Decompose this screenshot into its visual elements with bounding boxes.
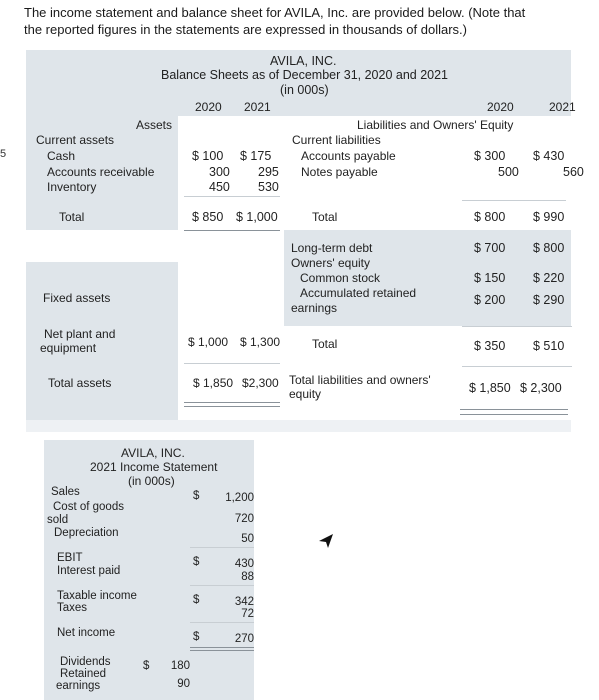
ap-label: Accounts payable [301, 149, 396, 163]
bs-title: Balance Sheets as of December 31, 2020 and 2021 [161, 68, 449, 82]
are-label-1: Accumulated retained [300, 286, 417, 300]
np-2021: 560 [563, 165, 584, 179]
tle-2021: $ 2,300 [520, 381, 562, 395]
ar-2021: 295 [258, 165, 279, 179]
total-assets-rule-1 [184, 402, 280, 403]
ebit-value: 430 [234, 558, 254, 570]
cl-subtotal-rule [462, 200, 566, 201]
net-income-currency: $ [193, 631, 200, 643]
net-plant-2021: $ 1,300 [240, 335, 281, 349]
taxable-value: 342 [234, 596, 254, 608]
ltd-label: Long-term debt [291, 241, 373, 255]
oe-total-2020: $ 350 [474, 339, 506, 353]
cash-2021: $ 175 [240, 149, 272, 163]
ar-2020: 300 [209, 165, 230, 179]
oe-total-2021: $ 510 [533, 339, 565, 353]
retained-value: 90 [177, 678, 190, 690]
intro-line-2: the reported figures in the statements are expressed in thousands of dollars.) [24, 22, 467, 37]
inventory-2021: 530 [258, 180, 279, 194]
total-assets-2021: $2,300 [242, 376, 279, 390]
intro-line-1: The income statement and balance sheet for AVILA, Inc. are provided below. (Note that [24, 5, 526, 20]
sales-value: 1,200 [225, 492, 254, 504]
margin-marker: 5 [0, 148, 7, 160]
ca-total-2021: $ 1,000 [236, 210, 278, 224]
net-plant-2020: $ 1,000 [188, 335, 229, 349]
inventory-2020: 450 [209, 180, 230, 194]
dividends-label: Dividends [60, 656, 111, 668]
tle-rule-1 [460, 409, 568, 410]
interest-label: Interest paid [57, 565, 121, 577]
net-income-value: 270 [234, 633, 254, 645]
oe-total-label: Total [312, 337, 338, 351]
ebit-currency: $ [193, 556, 200, 568]
retained-label-1: Retained [60, 668, 107, 680]
taxable-rule [190, 585, 254, 586]
tle-2020: $ 1,850 [469, 381, 511, 395]
is-company: AVILA, INC. [121, 446, 185, 460]
ltd-2020: $ 700 [474, 241, 506, 255]
ca-total-2020: $ 850 [192, 210, 224, 224]
cs-2020: $ 150 [474, 271, 506, 285]
ap-2021: $ 430 [533, 149, 565, 163]
bs-year-2021-left: 2021 [244, 100, 271, 114]
cogs-label-1: Cost of goods [53, 501, 124, 513]
tle-rule-2 [460, 414, 568, 415]
mouse-cursor-icon [318, 533, 334, 554]
cogs-value: 720 [234, 513, 254, 525]
cs-2021: $ 220 [533, 271, 565, 285]
dep-label: Depreciation [54, 527, 119, 539]
interest-value: 88 [241, 571, 254, 583]
cogs-label-2: sold [47, 514, 69, 526]
sales-currency: $ [193, 490, 200, 502]
tle-label-1: Total liabilities and owners' [289, 373, 431, 387]
sales-label: Sales [51, 486, 80, 498]
are-2021: $ 290 [533, 293, 565, 307]
taxes-label: Taxes [57, 602, 88, 614]
is-title: 2021 Income Statement [90, 460, 218, 474]
cs-label: Common stock [300, 271, 381, 285]
taxable-currency: $ [193, 594, 200, 606]
bs-year-2020-right: 2020 [487, 100, 514, 114]
current-liabilities-label: Current liabilities [292, 133, 381, 147]
bs-bottom-band [26, 420, 571, 432]
bs-units: (in 000s) [280, 83, 329, 97]
current-assets-label: Current assets [36, 133, 115, 147]
are-label-2: earnings [291, 301, 338, 315]
total-assets-rule-2 [184, 406, 280, 407]
ca-total-rule [184, 230, 280, 231]
net-income-double-rule-2 [190, 650, 254, 651]
ap-2020: $ 300 [474, 149, 506, 163]
retained-label-2: earnings [56, 680, 101, 692]
net-income-double-rule-1 [190, 647, 254, 648]
assets-header: Assets [136, 118, 173, 132]
oe-label: Owners' equity [291, 256, 370, 270]
net-plant-label-2: equipment [40, 341, 97, 355]
net-plant-label-1: Net plant and [44, 327, 116, 341]
ltd-2021: $ 800 [533, 241, 565, 255]
bs-year-2020-left: 2020 [195, 100, 222, 114]
dividends-value: 180 [170, 660, 190, 672]
net-income-rule [190, 622, 254, 623]
are-2020: $ 200 [474, 293, 506, 307]
total-assets-2020: $ 1,850 [193, 376, 234, 390]
fixed-assets-label: Fixed assets [43, 291, 111, 305]
cl-total-label: Total [312, 210, 338, 224]
dividends-currency: $ [143, 660, 150, 672]
oe-subtotal-rule [462, 326, 572, 327]
inventory-label: Inventory [47, 180, 97, 194]
oe-total-rule [462, 366, 572, 367]
bs-company: AVILA, INC. [270, 54, 337, 68]
ebit-label: EBIT [57, 552, 83, 564]
liabilities-header: Liabilities and Owners' Equity [357, 118, 514, 132]
total-assets-label: Total assets [48, 376, 112, 390]
np-2020: 500 [498, 165, 519, 179]
ar-label: Accounts receivable [47, 165, 155, 179]
cash-2020: $ 100 [192, 149, 224, 163]
taxable-label: Taxable income [57, 590, 137, 602]
net-income-label: Net income [57, 627, 116, 639]
taxes-value: 72 [241, 608, 254, 620]
cl-total-2021: $ 990 [533, 210, 565, 224]
ca-total-label: Total [59, 210, 85, 224]
is-units: (in 000s) [128, 474, 175, 488]
bs-year-2021-right: 2021 [549, 100, 576, 114]
cl-total-2020: $ 800 [474, 210, 506, 224]
np-label: Notes payable [301, 165, 378, 179]
ebit-rule [190, 547, 254, 548]
dep-value: 50 [241, 533, 254, 545]
ca-subtotal-rule [184, 196, 280, 197]
cash-label: Cash [47, 149, 76, 163]
tle-label-2: equity [289, 387, 322, 401]
net-plant-rule [184, 363, 280, 364]
